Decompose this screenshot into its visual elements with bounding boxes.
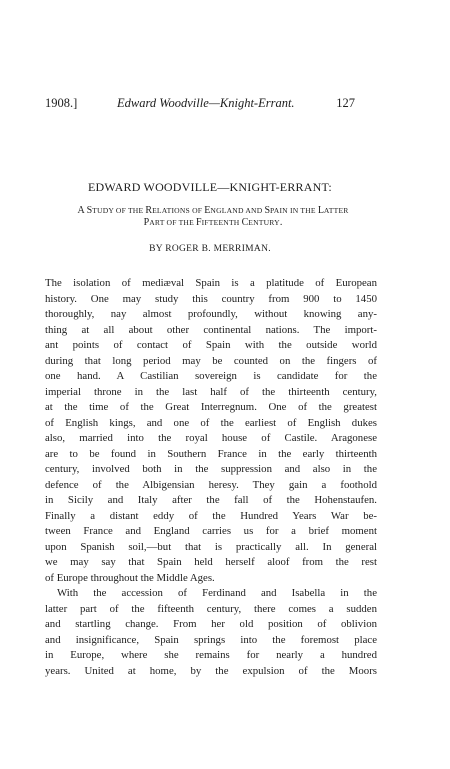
text-line: upon Spanish soil,—but that is practically all. In general xyxy=(45,540,377,553)
subtitle-line-2 xyxy=(58,217,368,229)
subtitle-word: ENTURY xyxy=(248,218,280,227)
text-line: The isolation of mediæval Spain is a platitude of European xyxy=(45,277,377,289)
subtitle-word: P xyxy=(143,217,150,228)
text-line: also, married into the royal house of Castile. Aragonese xyxy=(45,432,377,444)
subtitle-word: . xyxy=(279,217,283,228)
text-line: are to be found in Southern France in the early thirteenth xyxy=(45,447,377,460)
subtitle-word: ELATIONS OF xyxy=(152,206,205,215)
text-line: at the time of the Great Interregnum. One of the greatest xyxy=(45,401,377,413)
text-line: of English kings, and one of the earliest of English dukes xyxy=(45,416,377,429)
subtitle-word: IFTEENTH xyxy=(201,218,242,227)
subtitle-word: ATTER xyxy=(323,206,349,215)
text-line: during that long period may be counted on the fingers of xyxy=(45,354,377,367)
text-line: years. United at home, by the expulsion of the Moors xyxy=(45,664,377,677)
running-head-year: 1908.] xyxy=(45,96,78,110)
text-line: century, involved both in the suppression and also in the xyxy=(45,463,377,475)
running-head-title: Edward Woodville—Knight-Errant. xyxy=(117,96,295,110)
subtitle-word: NGLAND AND xyxy=(210,206,265,215)
subtitle-word: S xyxy=(264,205,271,216)
text-line: defence of the Albigensian heresy. They gain a foothold xyxy=(45,478,377,491)
text-line: ant points of contact of Spain with the outside world xyxy=(45,339,377,351)
text-line: one hand. A Castilian sovereign is candidate for the xyxy=(45,370,377,382)
author-byline: BY ROGER B. MERRIMAN. xyxy=(149,244,271,254)
text-line: thing at all about other continental nations. The import- xyxy=(45,323,377,336)
page-number: 127 xyxy=(336,96,355,110)
subtitle-word: TUDY OF THE xyxy=(92,206,146,215)
subtitle-word: E xyxy=(204,205,211,216)
text-line: in Sicily and Italy after the fall of the Hohenstaufen. xyxy=(45,494,377,506)
body-text xyxy=(45,276,377,679)
subtitle-line-1 xyxy=(58,205,368,217)
running-head xyxy=(45,96,355,112)
text-line: and startling change. From her old position of oblivion xyxy=(45,618,377,630)
text-line: we may say that Spain held herself aloof from the rest xyxy=(45,556,377,568)
text-line: of Europe throughout the Middle Ages. xyxy=(45,571,215,584)
article-subtitle xyxy=(58,205,368,229)
subtitle-word: F xyxy=(196,217,202,228)
text-line: Finally a distant eddy of the Hundred Years War be- xyxy=(45,509,377,522)
text-line: latter part of the fifteenth century, there comes a sudden xyxy=(45,602,377,615)
text-line: With the accession of Ferdinand and Isabella in the xyxy=(57,587,377,599)
subtitle-word: ART OF THE xyxy=(149,218,197,227)
subtitle-word: S xyxy=(86,205,93,216)
article-title: EDWARD WOODVILLE—KNIGHT-ERRANT: xyxy=(88,180,332,194)
subtitle-word: L xyxy=(317,205,324,216)
text-line: history. One may study this country from 900 to 1450 xyxy=(45,292,377,305)
subtitle-word: A xyxy=(77,205,87,216)
text-line: in Europe, where she remains for nearly a hundred xyxy=(45,649,377,661)
text-line: thoroughly, nay almost profoundly, without knowing any- xyxy=(45,308,377,320)
text-line: tween France and England carries us for a brief moment xyxy=(45,525,377,537)
subtitle-word: R xyxy=(145,205,153,216)
text-line: imperial throne in the last half of the thirteenth century, xyxy=(45,385,377,398)
subtitle-word: C xyxy=(241,217,249,228)
subtitle-word: PAIN IN THE xyxy=(270,206,318,215)
text-line: and insignificance, Spain springs into the foremost place xyxy=(45,633,377,646)
